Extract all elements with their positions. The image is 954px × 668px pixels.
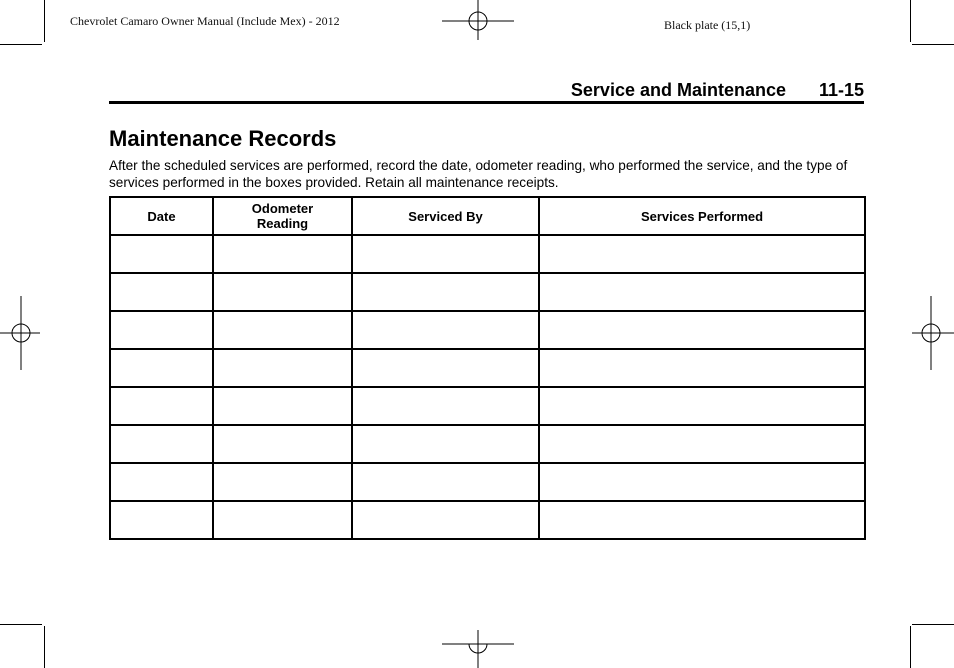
cell-date [110, 311, 213, 349]
table-row [110, 387, 865, 425]
table-row [110, 425, 865, 463]
cell-serviced-by [352, 501, 539, 539]
cell-odometer [213, 501, 352, 539]
crop-mark-bottom-left-h [0, 624, 42, 625]
crop-mark-top-right-h [912, 44, 954, 45]
registration-mark-bottom-icon [438, 630, 518, 668]
cell-odometer [213, 425, 352, 463]
cell-date [110, 425, 213, 463]
page-number: 11-15 [818, 80, 864, 100]
crop-mark-bottom-left-v [44, 626, 45, 668]
cell-services-performed [539, 349, 865, 387]
crop-mark-bottom-right-v [910, 626, 911, 668]
header-rule [109, 101, 864, 104]
crop-mark-top-left-v [44, 0, 45, 42]
table-row [110, 349, 865, 387]
plate-info: Black plate (15,1) [664, 18, 751, 32]
registration-mark-left-icon [0, 296, 44, 372]
cell-services-performed [539, 273, 865, 311]
cell-serviced-by [352, 349, 539, 387]
cell-serviced-by [352, 425, 539, 463]
cell-odometer [213, 387, 352, 425]
cell-odometer [213, 349, 352, 387]
cell-date [110, 273, 213, 311]
column-header-services-performed: Services Performed [539, 197, 865, 235]
section-header [109, 80, 864, 100]
registration-mark-right-icon [910, 296, 954, 372]
registration-mark-top-icon [438, 0, 518, 44]
cell-serviced-by [352, 235, 539, 273]
cell-serviced-by [352, 311, 539, 349]
cell-odometer [213, 273, 352, 311]
table-row [110, 501, 865, 539]
cell-date [110, 387, 213, 425]
cell-serviced-by [352, 463, 539, 501]
intro-paragraph: After the scheduled services are performed, record the date, odometer reading, who performed the service, and the type of services performed in the boxes provided. Retain all maintenance receipts. [109, 158, 848, 190]
crop-mark-top-left-h [0, 44, 42, 45]
crop-mark-top-right-v [910, 0, 911, 42]
table-row [110, 311, 865, 349]
crop-mark-bottom-right-h [912, 624, 954, 625]
cell-services-performed [539, 463, 865, 501]
page-title: Maintenance Records [109, 126, 337, 151]
cell-date [110, 501, 213, 539]
cell-odometer [213, 463, 352, 501]
cell-services-performed [539, 425, 865, 463]
cell-odometer [213, 311, 352, 349]
cell-services-performed [539, 387, 865, 425]
table-body [110, 235, 865, 539]
cell-date [110, 349, 213, 387]
column-header-odometer-label: Odometer Reading [251, 201, 314, 231]
maintenance-records-table [109, 196, 866, 540]
column-header-date: Date [110, 197, 213, 235]
table-header-row [110, 197, 865, 235]
cell-date [110, 463, 213, 501]
cell-date [110, 235, 213, 273]
section-title: Service and Maintenance [570, 80, 786, 100]
cell-odometer [213, 235, 352, 273]
cell-services-performed [539, 311, 865, 349]
column-header-odometer [213, 197, 352, 235]
table-row [110, 273, 865, 311]
cell-services-performed [539, 235, 865, 273]
manual-title: Chevrolet Camaro Owner Manual (Include Mex) - 2012 [70, 14, 340, 28]
table-row [110, 235, 865, 273]
cell-serviced-by [352, 387, 539, 425]
table-row [110, 463, 865, 501]
cell-services-performed [539, 501, 865, 539]
column-header-serviced-by: Serviced By [352, 197, 539, 235]
cell-serviced-by [352, 273, 539, 311]
